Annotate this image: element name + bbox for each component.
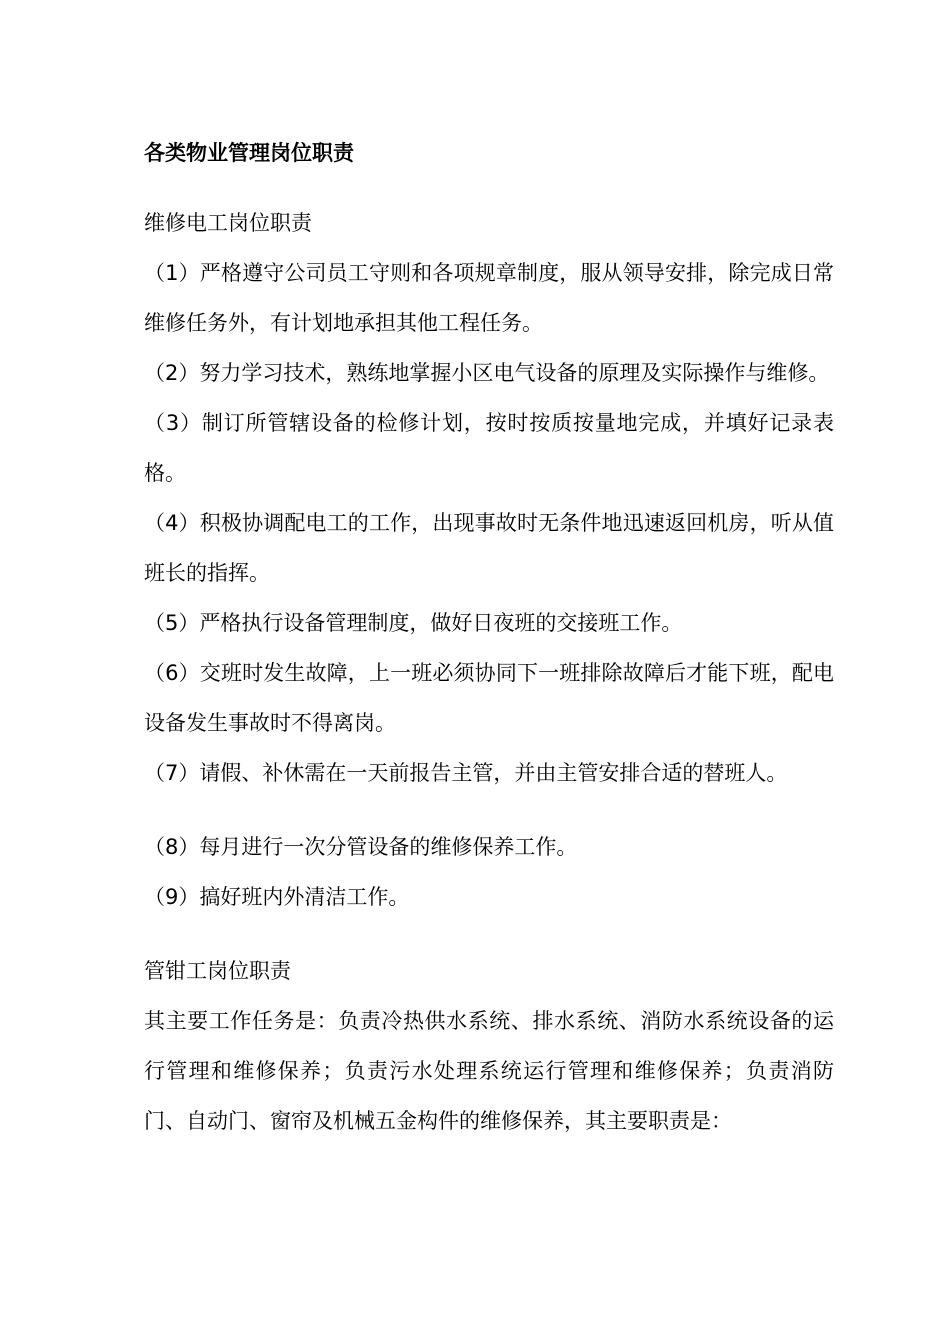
duty-item-7: （7）请假、补休需在一天前报告主管，并由主管安排合适的替班人。 <box>144 761 788 785</box>
section-heading-pipefitter: 管钳工岗位职责 <box>144 959 291 983</box>
duty-item-5: （5）严格执行设备管理制度，做好日夜班的交接班工作。 <box>144 611 683 635</box>
duty-item-8: （8）每月进行一次分管设备的维修保养工作。 <box>144 835 578 859</box>
duty-item-6: （6）交班时发生故障，上一班必须协同下一班排除故障后才能下班，配电设备发生事故时不得离岗。 <box>144 661 834 735</box>
duty-item-2: （2）努力学习技术，熟练地掌握小区电气设备的原理及实际操作与维修。 <box>144 361 830 385</box>
duty-item-1: （1）严格遵守公司员工守则和各项规章制度，服从领导安排，除完成日常维修任务外，有计划地承担其他工程任务。 <box>144 261 834 335</box>
document-title: 各类物业管理岗位职责 <box>144 141 354 165</box>
document-body <box>144 128 834 1146</box>
section-heading-electrician: 维修电工岗位职责 <box>144 211 312 235</box>
duty-item-9: （9）搞好班内外清洁工作。 <box>144 885 410 909</box>
duty-item-4: （4）积极协调配电工的工作，出现事故时无条件地迅速返回机房，听从值班长的指挥。 <box>144 511 834 585</box>
duty-item-3: （3）制订所管辖设备的检修计划，按时按质按量地完成，并填好记录表格。 <box>144 411 834 485</box>
pipefitter-paragraph: 其主要工作任务是：负责冷热供水系统、排水系统、消防水系统设备的运行管理和维修保养；负责污水处理系统运行管理和维修保养；负责消防门、自动门、窗帘及机械五金构件的维修保养，其主要职责是： <box>144 1009 834 1133</box>
